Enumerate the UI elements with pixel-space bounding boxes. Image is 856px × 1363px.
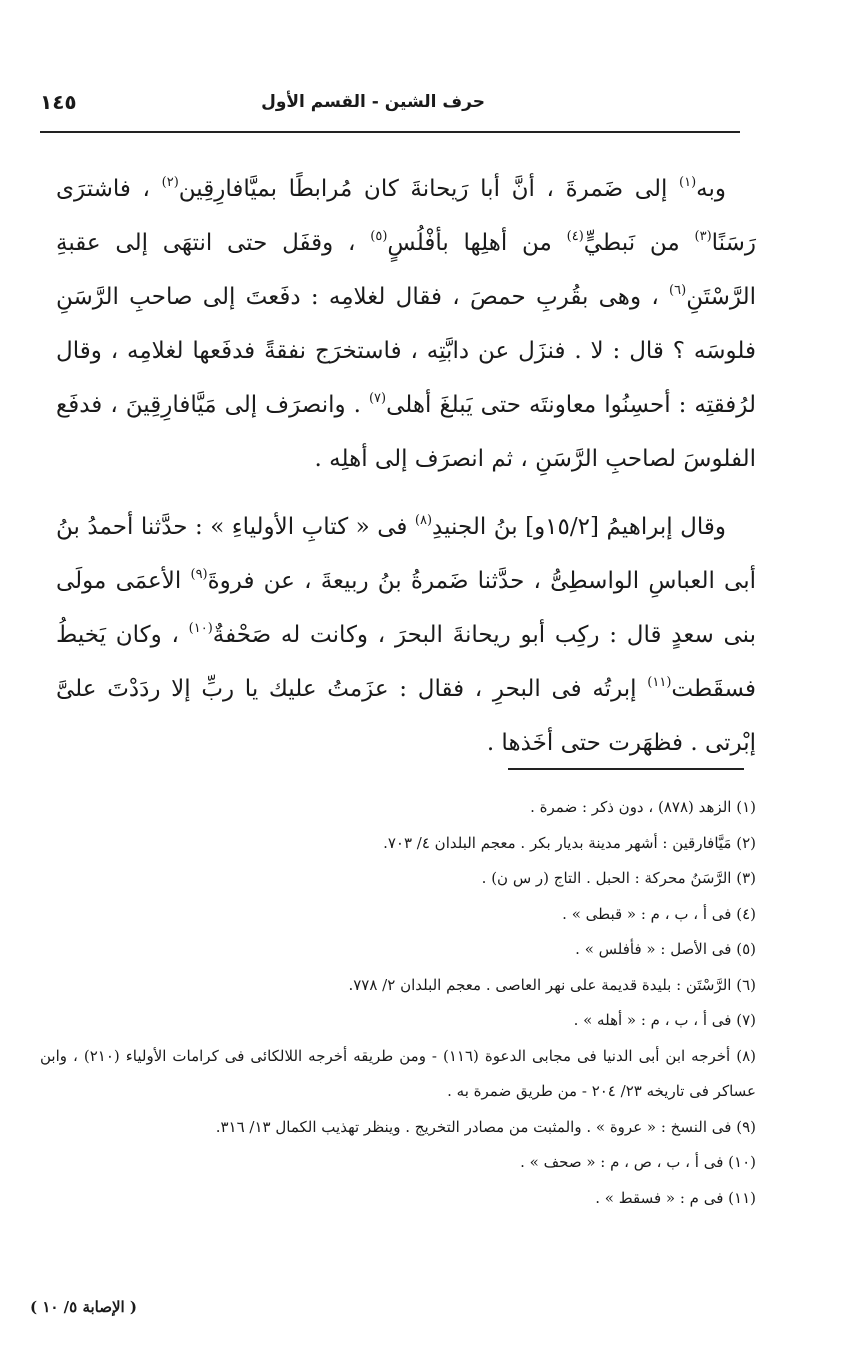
text-run: . وانصرَف إلى مَيَّافارِقِينَ ، فدفَع الفلوسَ لصاحبِ الرَّسَنِ ، ثم انصرَف إلى أهلِه . xyxy=(56,392,756,472)
footnote-marker: (٦) xyxy=(669,283,687,298)
footnote-11: (١١) فى م : « فسقط » . xyxy=(595,1188,756,1207)
footnote-10: (١٠) فى أ ، ب ، ص ، م : « صحف » . xyxy=(520,1153,756,1171)
text-run: فى « كتابِ الأولياءِ » : حدَّثنا أحمدُ بنُ أبى العباسِ الواسطِىُّ ، حدَّثنا ضَمرةُ بنُ ربيعةَ ، عن فروةَ xyxy=(56,514,757,594)
footnote-marker: (٥) xyxy=(370,229,388,244)
footnote-marker: (٩) xyxy=(190,567,208,582)
footnote-marker: (٨) xyxy=(414,513,433,528)
text-run: إلى ضَمرةَ ، أنَّ أبا رَيحانةَ كان مُرابطًا بميَّافارِقِين xyxy=(178,176,680,202)
footnote-4: (٤) فى أ ، ب ، م : « قبطى » . xyxy=(562,904,756,923)
main-text xyxy=(56,162,756,784)
footnote-9: (٩) فى النسخ : « عروة » . والمثبت من مصادر التخريج . وينظر تهذيب الكمال ١٣/ ٣١٦. xyxy=(215,1117,756,1136)
text-run: ، وكان يَخيطُ فسقَطت xyxy=(56,622,756,702)
text-run: ، فاشترَى رَسَنًا xyxy=(56,176,756,256)
header-divider xyxy=(40,131,740,133)
text-run: ، وقفَل حتى انتهَى إلى عقبةِ الرَّسْتَنِ xyxy=(56,230,756,310)
footnote-marker: (١١) xyxy=(647,675,672,690)
running-title: حرف الشين - القسم الأول xyxy=(261,92,485,112)
footnote-marker: (١٠) xyxy=(188,621,213,636)
footnote-marker: (٧) xyxy=(368,391,387,406)
footnote-2: (٢) مَيَّافارقين : أشهر مدينة بديار بكر . معجم البلدان ٤/ ٧٠٣. xyxy=(383,833,756,852)
text-run: وقال إبراهيمُ [١٥/٢و] بنُ الجنيدِ xyxy=(432,514,726,540)
page-header xyxy=(40,92,740,126)
text-run: من نَبطيٍّ xyxy=(583,230,695,256)
volume-signature: ( الإصابة ٥/ ١٠ ) xyxy=(30,1298,138,1316)
text-run: وبه xyxy=(696,176,726,202)
page-number: ١٤٥ xyxy=(40,90,77,114)
footnote-marker: (٢) xyxy=(161,175,179,190)
text-run: ، وهى بقُربِ حمصَ ، فقال لغلامِه : دفَعتَ إلى صاحبِ الرَّسَنِ فلوسَه ؟ قال : لا . فنزَل عن دابَّتِه ، فاستخرَج نفقةً فدفَعها لغلامِه ، وقال لرُفقتِه : أحسِنُوا معاونتَه حتى يَبلغَ أهلى xyxy=(56,284,756,418)
footnote-3: (٣) الرَّسَنُ محركة : الحبل . التاج (ر س ن) . xyxy=(481,869,756,887)
footnote-8: (٨) أخرجه ابن أبى الدنيا فى مجابى الدعوة (١١٦) - ومن طريقه أخرجه اللالكائى فى كرامات الأولياء (٢١٠) ، وابن عساكر فى تاريخه ٢٣/ ٢٠٤ - من طريق ضمرة به . xyxy=(40,1046,756,1100)
footnote-divider xyxy=(508,768,744,770)
footnote-marker: (٣) xyxy=(694,229,712,244)
footnote-6: (٦) الرَّسْتَن : بليدة قديمة على نهر العاصى . معجم البلدان ٢/ ٧٧٨. xyxy=(348,975,756,994)
footnote-marker: (١) xyxy=(679,175,697,190)
paragraph-2 xyxy=(56,500,756,770)
footnote-5: (٥) فى الأصل : « فأفلس » . xyxy=(575,940,756,958)
footnote-1: (١) الزهد (٨٧٨) ، دون ذكر : ضمرة . xyxy=(530,798,756,816)
text-run: من أهلِها بأفْلُسٍ xyxy=(387,230,567,256)
paragraph-1 xyxy=(56,162,756,486)
footnote-marker: (٤) xyxy=(566,229,584,244)
footnote-7: (٧) فى أ ، ب ، م : « أهله » . xyxy=(573,1011,756,1029)
footnotes xyxy=(40,790,756,1216)
text-run: الأعمَى مولَى بنى سعدٍ قال : ركِب أبو ريحانةَ البحرَ ، وكانت له صَحْفةٌ xyxy=(56,568,756,648)
text-run: إبرتُه فى البحرِ ، فقال : عزَمتُ عليك يا ربِّ إلا ردَدْتَ علىَّ إبْرتى . فظهَرت حتى أخَذها . xyxy=(56,676,756,756)
